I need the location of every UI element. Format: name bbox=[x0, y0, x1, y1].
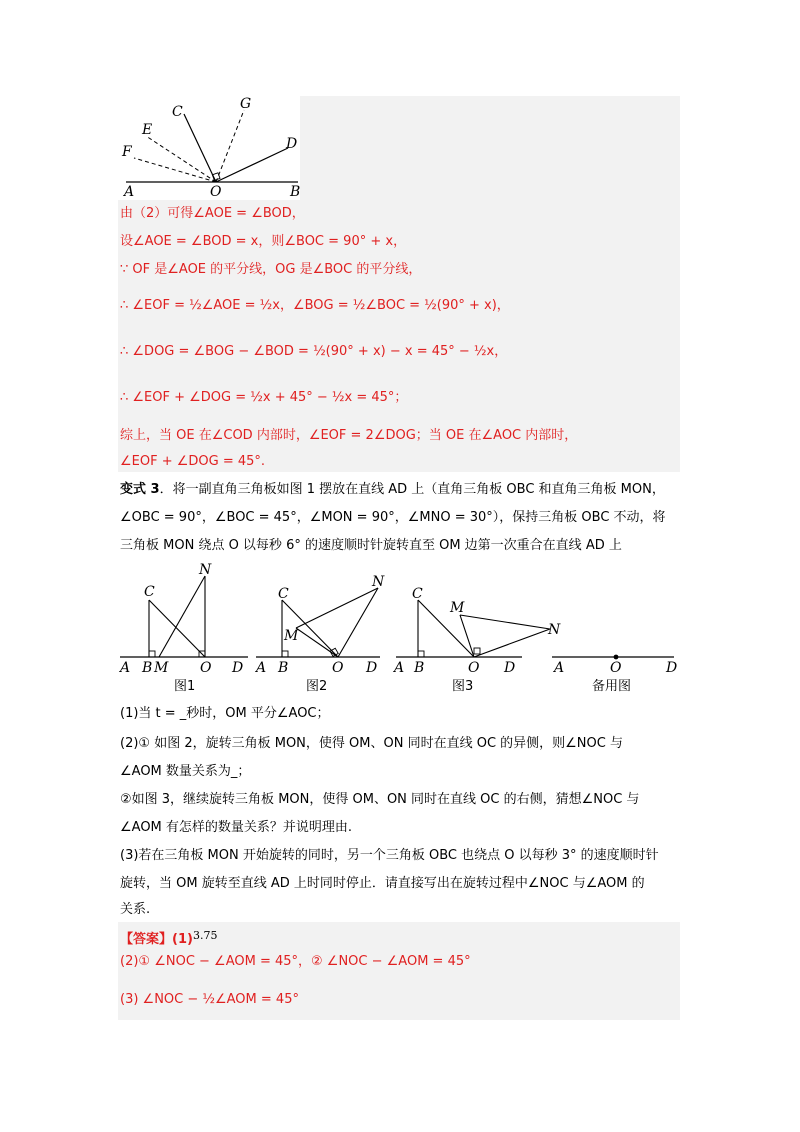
fig3-label-M: M bbox=[450, 600, 465, 616]
fig2-label-N: N bbox=[372, 574, 385, 590]
fig-label-G: G bbox=[240, 96, 252, 112]
fig2-label-C: C bbox=[278, 586, 289, 602]
question-line-1: (1)当 t = _秒时，OM 平分∠AOC； bbox=[120, 706, 330, 721]
problem-text-1: ．将一副直角三角板如图 1 摆放在直线 AD 上（直角三角板 OBC 和直角三角板 MON， bbox=[159, 482, 665, 497]
fig-label-F: F bbox=[122, 144, 132, 160]
problem-line-3: 三角板 MON 绕点 O 以每秒 6° 的速度顺时针旋转直至 OM 边第一次重合在直线 AD 上 bbox=[120, 538, 622, 553]
fig4-label-A: A bbox=[554, 660, 565, 676]
answer-l1-value: 3.75 bbox=[192, 929, 218, 942]
fig1-label-N: N bbox=[199, 562, 212, 578]
solution-line-2: 设∠AOE = ∠BOD = x，则∠BOC = 90° + x， bbox=[120, 234, 407, 249]
fig2-label-O: O bbox=[332, 660, 344, 676]
fig-label-C: C bbox=[172, 104, 183, 120]
top-angle-figure bbox=[118, 96, 300, 200]
question-line-5: ∠AOM 有怎样的数量关系？并说明理由. bbox=[120, 820, 353, 835]
fig-label-D: D bbox=[286, 136, 298, 152]
fig1-label-B: B bbox=[142, 660, 153, 676]
solution-line-4: ∴ ∠EOF = ½∠AOE = ½x，∠BOG = ½∠BOC = ½(90° + x)， bbox=[120, 298, 510, 313]
fig1-label-O: O bbox=[200, 660, 212, 676]
answer-l1-prefix: (1) bbox=[172, 932, 193, 947]
fig-label-A: A bbox=[124, 184, 135, 200]
fig2-caption: 图2 bbox=[306, 679, 328, 694]
solution-line-7: 综上，当 OE 在∠COD 内部时，∠EOF = 2∠DOG；当 OE 在∠AOC 内部时， bbox=[120, 428, 578, 443]
fig3-label-N: N bbox=[548, 622, 561, 638]
fig2-label-D: D bbox=[366, 660, 378, 676]
fig-label-E: E bbox=[142, 122, 153, 138]
answer-head: 【答案】 bbox=[120, 932, 173, 947]
fig-label-B: B bbox=[290, 184, 300, 200]
figure-3 bbox=[392, 586, 561, 694]
figure-spare bbox=[552, 655, 677, 694]
question-line-2: (2)① 如图 2，旋转三角板 MON，使得 OM、ON 同时在直线 OC 的异侧，则∠NOC 与 bbox=[120, 736, 623, 751]
problem-line-1 bbox=[120, 480, 665, 500]
fig1-label-M: M bbox=[154, 660, 169, 676]
fig1-label-D: D bbox=[232, 660, 244, 676]
solution-background-right bbox=[300, 96, 680, 200]
fig3-label-D: D bbox=[504, 660, 516, 676]
fig3-label-B: B bbox=[414, 660, 425, 676]
fig2-label-M: M bbox=[284, 628, 299, 644]
fig1-caption: 图1 bbox=[174, 679, 196, 694]
answer-line-1 bbox=[120, 926, 217, 950]
fig1-label-C: C bbox=[144, 584, 155, 600]
solution-line-8: ∠EOF + ∠DOG = 45°. bbox=[120, 454, 266, 469]
problem-line-2: ∠OBC = 90°，∠BOC = 45°，∠MON = 90°，∠MNO = 30°），保持三角板 OBC 不动，将 bbox=[120, 510, 666, 525]
figures-row bbox=[118, 560, 680, 700]
fig-label-O: O bbox=[210, 184, 222, 200]
fig3-label-O: O bbox=[468, 660, 480, 676]
fig4-label-O: O bbox=[610, 660, 622, 676]
fig4-label-D: D bbox=[666, 660, 678, 676]
fig2-label-A: A bbox=[256, 660, 267, 676]
answer-line-2: (2)① ∠NOC − ∠AOM = 45°，② ∠NOC − ∠AOM = 45° bbox=[120, 954, 471, 969]
question-line-7: 旋转，当 OM 旋转至直线 AD 上时同时停止．请直接写出在旋转过程中∠NOC 与∠AOM 的 bbox=[120, 876, 645, 891]
fig4-caption: 备用图 bbox=[592, 679, 632, 694]
solution-line-3: ∵ OF 是∠AOE 的平分线，OG 是∠BOC 的平分线， bbox=[120, 262, 422, 277]
question-line-6: (3)若在三角板 MON 开始旋转的同时，另一个三角板 OBC 也绕点 O 以每秒 3° 的速度顺时针 bbox=[120, 848, 659, 863]
fig2-label-B: B bbox=[278, 660, 289, 676]
question-line-8: 关系. bbox=[120, 902, 151, 917]
answer-line-3: (3) ∠NOC − ½∠AOM = 45° bbox=[120, 992, 299, 1007]
fig3-label-C: C bbox=[412, 586, 423, 602]
figure-2 bbox=[254, 574, 385, 694]
question-line-3: ∠AOM 数量关系为_； bbox=[120, 764, 251, 779]
fig3-label-A: A bbox=[394, 660, 405, 676]
problem-title: 变式 3 bbox=[120, 482, 160, 497]
solution-line-5: ∴ ∠DOG = ∠BOG − ∠BOD = ½(90° + x) − x = 45° − ½x， bbox=[120, 344, 508, 359]
question-line-4: ②如图 3，继续旋转三角板 MON，使得 OM、ON 同时在直线 OC 的右侧，猜想∠NOC 与 bbox=[120, 792, 640, 807]
solution-line-1: 由（2）可得∠AOE = ∠BOD， bbox=[120, 206, 305, 221]
fig1-label-A: A bbox=[120, 660, 131, 676]
figure-1 bbox=[118, 562, 248, 694]
solution-line-6: ∴ ∠EOF + ∠DOG = ½x + 45° − ½x = 45°； bbox=[120, 390, 408, 405]
fig3-caption: 图3 bbox=[452, 679, 474, 694]
